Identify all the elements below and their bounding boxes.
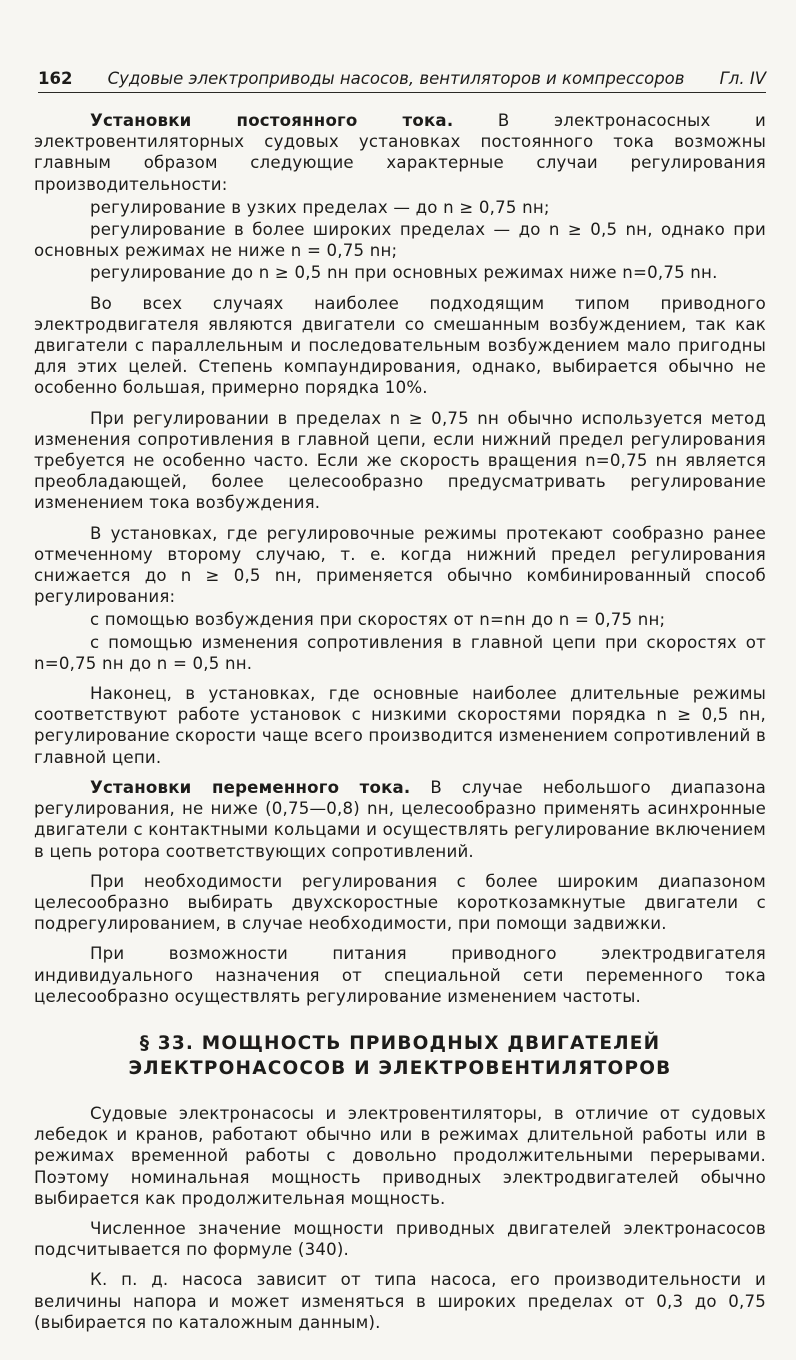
paragraph: Во всех случаях наиболее подходящим типом приводного электродвигателя являются двигатели со смешанным возбуждением, так как двигатели с параллельным и последовательным возбуждением мало пригодны для этих целей. Степень компаундирования, однако, выбирается обычно не особенно большая, примерно порядка 10%. bbox=[34, 293, 766, 398]
list-item: регулирование до n ≥ 0,5 nн при основных режимах ниже n=0,75 nн. bbox=[90, 263, 718, 283]
running-title: Судовые электроприводы насосов, вентиляторов и компрессоров bbox=[107, 69, 685, 88]
paragraph: При регулировании в пределах n ≥ 0,75 nн обычно используется метод изменения сопротивления в главной цепи, если нижний предел регулирования требуется не особенно часто. Если же скорость вращения n=0,75 nн является преобладающей, более целесообразно предусматривать регулирование изменением тока возбуждения. bbox=[34, 408, 766, 513]
paragraph-lead: Установки постоянного тока. bbox=[90, 111, 454, 130]
chapter-label: Гл. IV bbox=[719, 69, 766, 88]
paragraph: К. п. д. насоса зависит от типа насоса, его производительности и величины напора и может изменяться в широких пределах от 0,3 до 0,75 (выбирается по каталожным данным). bbox=[34, 1270, 766, 1332]
page-number: 162 bbox=[38, 69, 73, 88]
list-item: регулирование в более широких пределах — до n ≥ 0,5 nн, однако при основных режимах не ниже n = 0,75 nн; bbox=[34, 220, 766, 261]
list-item: с помощью изменения сопротивления в главной цепи при скоростях от n=0,75 nн до n = 0,5 nн. bbox=[34, 632, 766, 673]
paragraph: Установки постоянного тока. В электронасосных и электровентиляторных судовых установках постоянного тока возможны главным образом следующие характерные случаи регулирования производительности: bbox=[34, 111, 766, 194]
paragraph: Наконец, в установках, где основные наиболее длительные режимы соответствуют работе установок с низкими скоростями порядка n ≥ 0,5 nн, регулирование скорости чаще всего производится изменением сопротивлений в главной цепи. bbox=[34, 684, 766, 767]
paragraph: Судовые электронасосы и электровентиляторы, в отличие от судовых лебедок и кранов, работают обычно или в режимах длительной работы или в режимах временной работы с довольно продолжительными перерывами. Поэтому номинальная мощность приводных электродвигателей обычно выбирается как продолжительная мощность. bbox=[34, 1103, 766, 1208]
page-body bbox=[34, 110, 766, 1342]
paragraph: Численное значение мощности приводных двигателей электронасосов подсчитывается по формуле (340). bbox=[34, 1218, 766, 1260]
paragraph: Установки переменного тока. В случае небольшого диапазона регулирования, не ниже (0,75—0,8) nн, целесообразно применять асинхронные двигатели с контактными кольцами и осуществлять регулирование включением в цепь ротора соответствующих сопротивлений. bbox=[34, 777, 766, 861]
paragraph-lead: Установки переменного тока. bbox=[90, 777, 411, 797]
section-heading: § 33. МОЩНОСТЬ ПРИВОДНЫХ ДВИГАТЕЛЕЙ ЭЛЕКТРОНАСОСОВ И ЭЛЕКТРОВЕНТИЛЯТОРОВ bbox=[128, 1032, 672, 1079]
paragraph: При необходимости регулирования с более широким диапазоном целесообразно выбирать двухскоростные короткозамкнутые двигатели с подрегулированием, в случае необходимости, при помощи задвижки. bbox=[34, 871, 766, 934]
list-item: регулирование в узких пределах — до n ≥ 0,75 nн; bbox=[90, 197, 550, 217]
paragraph: В установках, где регулировочные режимы протекают сообразно ранее отмеченному второму случаю, т. е. когда нижний предел регулирования снижается до n ≥ 0,5 nн, применяется обычно комбинированный способ регулирования: bbox=[34, 523, 766, 607]
running-header bbox=[38, 58, 766, 93]
paragraph: При возможности питания приводного электродвигателя индивидуального назначения от специальной сети переменного тока целесообразно осуществлять регулирование изменением частоты. bbox=[34, 944, 766, 1006]
list-item: с помощью возбуждения при скоростях от n=nн до n = 0,75 nн; bbox=[90, 610, 666, 630]
